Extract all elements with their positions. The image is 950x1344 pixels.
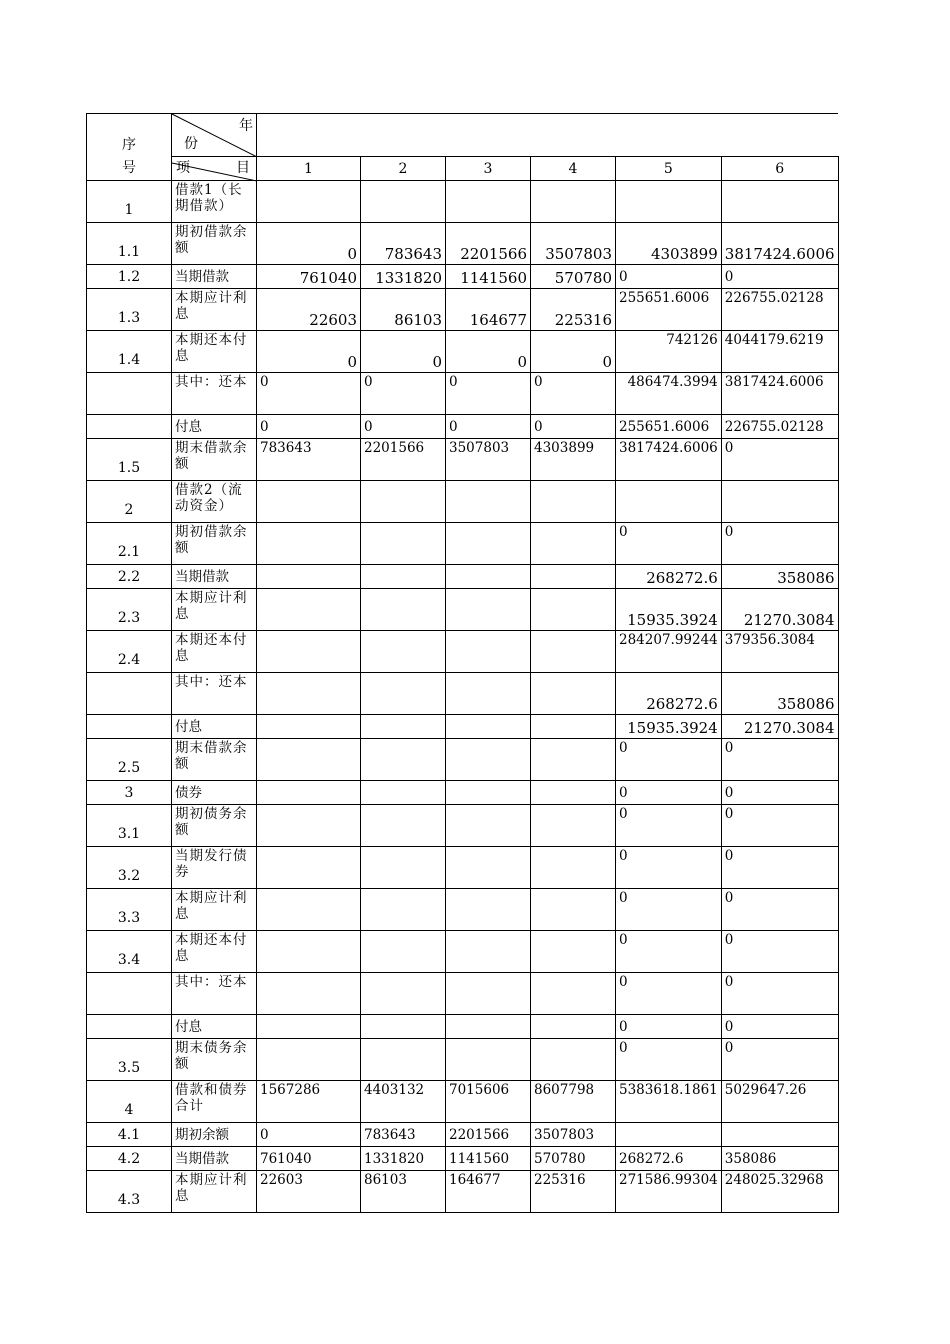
row-seq: 3.4: [87, 931, 172, 973]
row-item: 付息: [172, 715, 257, 739]
row-item: 期初余额: [172, 1123, 257, 1147]
year-6-value: 3817424.6006: [721, 373, 838, 415]
row-seq: [87, 1015, 172, 1039]
year-3-value: [446, 673, 531, 715]
year-5-value: 271586.99304: [616, 1171, 722, 1213]
year-1-value: [257, 739, 361, 781]
year-4-value: [531, 931, 616, 973]
row-item: 期初借款余额: [172, 223, 257, 265]
year-4-value: [531, 523, 616, 565]
year-2-value: [361, 931, 446, 973]
table-row: [87, 1147, 839, 1171]
year-1-value: [257, 589, 361, 631]
year-header-5: 5: [616, 157, 722, 181]
year-3-value: 3507803: [446, 439, 531, 481]
year-1-value: [257, 1015, 361, 1039]
year-header-3: 3: [446, 157, 531, 181]
row-item: 本期还本付息: [172, 631, 257, 673]
year-2-value: 86103: [361, 289, 446, 331]
year-1-value: [257, 523, 361, 565]
year-label: 年: [239, 118, 253, 134]
year-6-value: 21270.3084: [721, 715, 838, 739]
year-2-value: [361, 589, 446, 631]
table-row: [87, 847, 839, 889]
row-seq: 2.3: [87, 589, 172, 631]
year-3-value: 0: [446, 373, 531, 415]
year-3-value: [446, 481, 531, 523]
year-5-value: 15935.3924: [616, 589, 722, 631]
row-seq: 3: [87, 781, 172, 805]
row-seq: 1.4: [87, 331, 172, 373]
row-seq: [87, 715, 172, 739]
year-2-value: 4403132: [361, 1081, 446, 1123]
year-4-value: [531, 1015, 616, 1039]
item-label: 项 目: [176, 160, 266, 176]
year-1-value: [257, 973, 361, 1015]
year-2-value: [361, 781, 446, 805]
row-item: 期末债务余额: [172, 1039, 257, 1081]
year-1-value: 783643: [257, 439, 361, 481]
row-item: 当期发行债券: [172, 847, 257, 889]
table-row: [87, 439, 839, 481]
year-5-value: 284207.99244: [616, 631, 722, 673]
row-seq: 2: [87, 481, 172, 523]
year-2-value: [361, 481, 446, 523]
year-1-value: [257, 1039, 361, 1081]
year-4-value: [531, 481, 616, 523]
year-2-value: [361, 739, 446, 781]
year-5-value: 5383618.1861: [616, 1081, 722, 1123]
year-1-value: 0: [257, 415, 361, 439]
year-6-value: 0: [721, 805, 838, 847]
year-2-value: [361, 673, 446, 715]
year-6-value: 358086: [721, 565, 838, 589]
year-1-value: 0: [257, 223, 361, 265]
row-item: 本期应计利息: [172, 889, 257, 931]
year-3-value: [446, 715, 531, 739]
year-header-4: 4: [531, 157, 616, 181]
table-row: [87, 805, 839, 847]
row-seq: 1.3: [87, 289, 172, 331]
table-row: [87, 523, 839, 565]
year-6-value: 0: [721, 1039, 838, 1081]
year-2-value: [361, 565, 446, 589]
year-3-value: [446, 631, 531, 673]
year-2-value: 1331820: [361, 265, 446, 289]
year-4-value: 0: [531, 373, 616, 415]
table-row: [87, 673, 839, 715]
row-seq: 4.2: [87, 1147, 172, 1171]
table-row: [87, 889, 839, 931]
year-5-value: 3817424.6006: [616, 439, 722, 481]
row-seq: 3.1: [87, 805, 172, 847]
year-5-value: 0: [616, 973, 722, 1015]
year-6-value: 5029647.26: [721, 1081, 838, 1123]
table-row: [87, 373, 839, 415]
year-5-value: 0: [616, 847, 722, 889]
year-3-value: [446, 523, 531, 565]
year-4-value: 0: [531, 331, 616, 373]
year-5-value: [616, 1123, 722, 1147]
year-6-value: [721, 1123, 838, 1147]
row-seq: [87, 415, 172, 439]
year-5-value: 0: [616, 805, 722, 847]
table-row: [87, 739, 839, 781]
row-item: 期末借款余额: [172, 739, 257, 781]
year-item-diagonal-header: [172, 114, 257, 157]
year-4-value: [531, 565, 616, 589]
row-seq: 1: [87, 181, 172, 223]
year-4-value: [531, 715, 616, 739]
year-4-value: [531, 847, 616, 889]
row-item: 本期还本付息: [172, 331, 257, 373]
year-1-value: [257, 889, 361, 931]
year-5-value: 0: [616, 265, 722, 289]
year-1-value: 1567286: [257, 1081, 361, 1123]
row-seq: [87, 373, 172, 415]
year-2-value: [361, 1039, 446, 1081]
row-item: 其中：还本: [172, 373, 257, 415]
year-4-value: 570780: [531, 1147, 616, 1171]
fen-label: 份: [184, 136, 198, 152]
year-5-value: 268272.6: [616, 565, 722, 589]
table-row: [87, 481, 839, 523]
year-1-value: [257, 781, 361, 805]
year-6-value: 248025.32968: [721, 1171, 838, 1213]
year-4-value: [531, 673, 616, 715]
year-1-value: 0: [257, 331, 361, 373]
row-item: 其中：还本: [172, 673, 257, 715]
year-4-value: [531, 805, 616, 847]
year-4-value: [531, 589, 616, 631]
row-item: 本期还本付息: [172, 931, 257, 973]
year-4-value: [531, 781, 616, 805]
table-row: [87, 415, 839, 439]
year-2-value: [361, 523, 446, 565]
row-seq: 3.3: [87, 889, 172, 931]
seq-header-bottom: 号: [87, 157, 172, 181]
row-seq: 1.5: [87, 439, 172, 481]
year-1-value: 0: [257, 373, 361, 415]
row-seq: [87, 673, 172, 715]
year-3-value: [446, 589, 531, 631]
row-item: 债券: [172, 781, 257, 805]
year-header-1: 1: [257, 157, 361, 181]
year-5-value: [616, 481, 722, 523]
table-row: [87, 715, 839, 739]
year-2-value: 2201566: [361, 439, 446, 481]
year-1-value: 22603: [257, 289, 361, 331]
year-6-value: [721, 481, 838, 523]
row-seq: 4: [87, 1081, 172, 1123]
year-1-value: [257, 631, 361, 673]
loan-repayment-table: [86, 113, 839, 1213]
year-header-2: 2: [361, 157, 446, 181]
year-1-value: [257, 481, 361, 523]
year-3-value: [446, 781, 531, 805]
row-seq: 1.1: [87, 223, 172, 265]
year-5-value: 268272.6: [616, 673, 722, 715]
seq-header-top: 序: [87, 114, 172, 157]
year-5-value: 268272.6: [616, 1147, 722, 1171]
year-2-value: [361, 1015, 446, 1039]
year-2-value: [361, 805, 446, 847]
year-3-value: 0: [446, 415, 531, 439]
year-6-value: 226755.02128: [721, 289, 838, 331]
year-6-value: 0: [721, 931, 838, 973]
year-5-value: 0: [616, 739, 722, 781]
table-row: [87, 631, 839, 673]
year-6-value: 379356.3084: [721, 631, 838, 673]
year-2-value: 86103: [361, 1171, 446, 1213]
year-4-value: [531, 1039, 616, 1081]
year-2-value: [361, 847, 446, 889]
year-1-value: 761040: [257, 1147, 361, 1171]
row-seq: 2.4: [87, 631, 172, 673]
table-row: [87, 1015, 839, 1039]
row-item: 当期借款: [172, 1147, 257, 1171]
year-5-value: 0: [616, 1015, 722, 1039]
year-1-value: [257, 673, 361, 715]
row-item: 本期应计利息: [172, 1171, 257, 1213]
table-row: [87, 331, 839, 373]
table-row: [87, 265, 839, 289]
year-header-6: 6: [721, 157, 838, 181]
row-seq: 3.5: [87, 1039, 172, 1081]
year-6-value: 0: [721, 973, 838, 1015]
year-1-value: [257, 847, 361, 889]
year-6-value: 0: [721, 1015, 838, 1039]
year-1-value: [257, 931, 361, 973]
year-4-value: 225316: [531, 289, 616, 331]
year-3-value: 1141560: [446, 265, 531, 289]
year-5-value: 0: [616, 1039, 722, 1081]
year-3-value: [446, 1015, 531, 1039]
year-1-value: [257, 715, 361, 739]
row-item: 期初债务余额: [172, 805, 257, 847]
year-3-value: 1141560: [446, 1147, 531, 1171]
year-5-value: 0: [616, 781, 722, 805]
year-5-value: 0: [616, 931, 722, 973]
year-5-value: 0: [616, 523, 722, 565]
row-item: 本期应计利息: [172, 289, 257, 331]
year-3-value: [446, 847, 531, 889]
year-6-value: 0: [721, 889, 838, 931]
year-3-value: 7015606: [446, 1081, 531, 1123]
row-seq: 1.2: [87, 265, 172, 289]
year-2-value: 783643: [361, 1123, 446, 1147]
year-3-value: 2201566: [446, 223, 531, 265]
year-4-value: 570780: [531, 265, 616, 289]
year-1-value: 0: [257, 1123, 361, 1147]
table-row: [87, 223, 839, 265]
year-3-value: 0: [446, 331, 531, 373]
year-5-value: 255651.6006: [616, 289, 722, 331]
year-2-value: 0: [361, 373, 446, 415]
year-3-value: [446, 931, 531, 973]
row-item: 付息: [172, 415, 257, 439]
year-5-value: 486474.3994: [616, 373, 722, 415]
year-6-value: 0: [721, 265, 838, 289]
year-6-value: 358086: [721, 673, 838, 715]
year-6-value: 0: [721, 439, 838, 481]
year-3-value: [446, 565, 531, 589]
table-row: [87, 1081, 839, 1123]
year-6-value: 358086: [721, 1147, 838, 1171]
year-3-value: [446, 739, 531, 781]
table-row: [87, 289, 839, 331]
year-5-value: 0: [616, 889, 722, 931]
year-6-value: 21270.3084: [721, 589, 838, 631]
year-4-value: 0: [531, 415, 616, 439]
year-4-value: [531, 181, 616, 223]
row-item: 其中：还本: [172, 973, 257, 1015]
year-1-value: [257, 565, 361, 589]
year-4-value: 3507803: [531, 223, 616, 265]
year-3-value: [446, 805, 531, 847]
year-1-value: 761040: [257, 265, 361, 289]
table-row: [87, 181, 839, 223]
row-item: 借款1（长期借款）: [172, 181, 257, 223]
year-6-value: 0: [721, 739, 838, 781]
year-4-value: [531, 889, 616, 931]
year-4-value: [531, 973, 616, 1015]
row-seq: 2.2: [87, 565, 172, 589]
year-3-value: [446, 1039, 531, 1081]
table-row: [87, 781, 839, 805]
year-3-value: 164677: [446, 1171, 531, 1213]
row-item: 当期借款: [172, 265, 257, 289]
table-row: [87, 931, 839, 973]
row-seq: 3.2: [87, 847, 172, 889]
year-2-value: 1331820: [361, 1147, 446, 1171]
row-item: 本期应计利息: [172, 589, 257, 631]
year-3-value: 2201566: [446, 1123, 531, 1147]
year-4-value: 8607798: [531, 1081, 616, 1123]
row-item: 借款和债券合计: [172, 1081, 257, 1123]
year-4-value: 4303899: [531, 439, 616, 481]
table-row: [87, 1123, 839, 1147]
year-2-value: 0: [361, 331, 446, 373]
year-1-value: [257, 805, 361, 847]
item-header: [172, 157, 266, 181]
year-4-value: 225316: [531, 1171, 616, 1213]
table-row: [87, 589, 839, 631]
year-6-value: [721, 181, 838, 223]
header-blank: [257, 114, 839, 157]
year-5-value: 742126: [616, 331, 722, 373]
row-seq: 2.5: [87, 739, 172, 781]
row-item: 期末借款余额: [172, 439, 257, 481]
year-6-value: 0: [721, 781, 838, 805]
table-row: [87, 1171, 839, 1213]
year-6-value: 0: [721, 847, 838, 889]
year-2-value: [361, 631, 446, 673]
year-4-value: 3507803: [531, 1123, 616, 1147]
row-item: 借款2（流动资金）: [172, 481, 257, 523]
year-3-value: 164677: [446, 289, 531, 331]
year-5-value: 4303899: [616, 223, 722, 265]
year-4-value: [531, 631, 616, 673]
row-seq: 4.1: [87, 1123, 172, 1147]
year-2-value: [361, 181, 446, 223]
table-row: [87, 565, 839, 589]
year-1-value: 22603: [257, 1171, 361, 1213]
year-2-value: [361, 973, 446, 1015]
year-2-value: [361, 715, 446, 739]
row-seq: [87, 973, 172, 1015]
row-item: 当期借款: [172, 565, 257, 589]
year-6-value: 4044179.6219: [721, 331, 838, 373]
year-3-value: [446, 889, 531, 931]
year-2-value: 783643: [361, 223, 446, 265]
table-row: [87, 973, 839, 1015]
year-2-value: [361, 889, 446, 931]
year-1-value: [257, 181, 361, 223]
year-3-value: [446, 181, 531, 223]
row-seq: 2.1: [87, 523, 172, 565]
year-5-value: [616, 181, 722, 223]
year-6-value: 226755.02128: [721, 415, 838, 439]
year-6-value: 0: [721, 523, 838, 565]
table-row: [87, 1039, 839, 1081]
year-6-value: 3817424.6006: [721, 223, 838, 265]
year-4-value: [531, 739, 616, 781]
year-5-value: 255651.6006: [616, 415, 722, 439]
year-3-value: [446, 973, 531, 1015]
year-2-value: 0: [361, 415, 446, 439]
row-item: 付息: [172, 1015, 257, 1039]
year-5-value: 15935.3924: [616, 715, 722, 739]
row-item: 期初借款余额: [172, 523, 257, 565]
row-seq: 4.3: [87, 1171, 172, 1213]
